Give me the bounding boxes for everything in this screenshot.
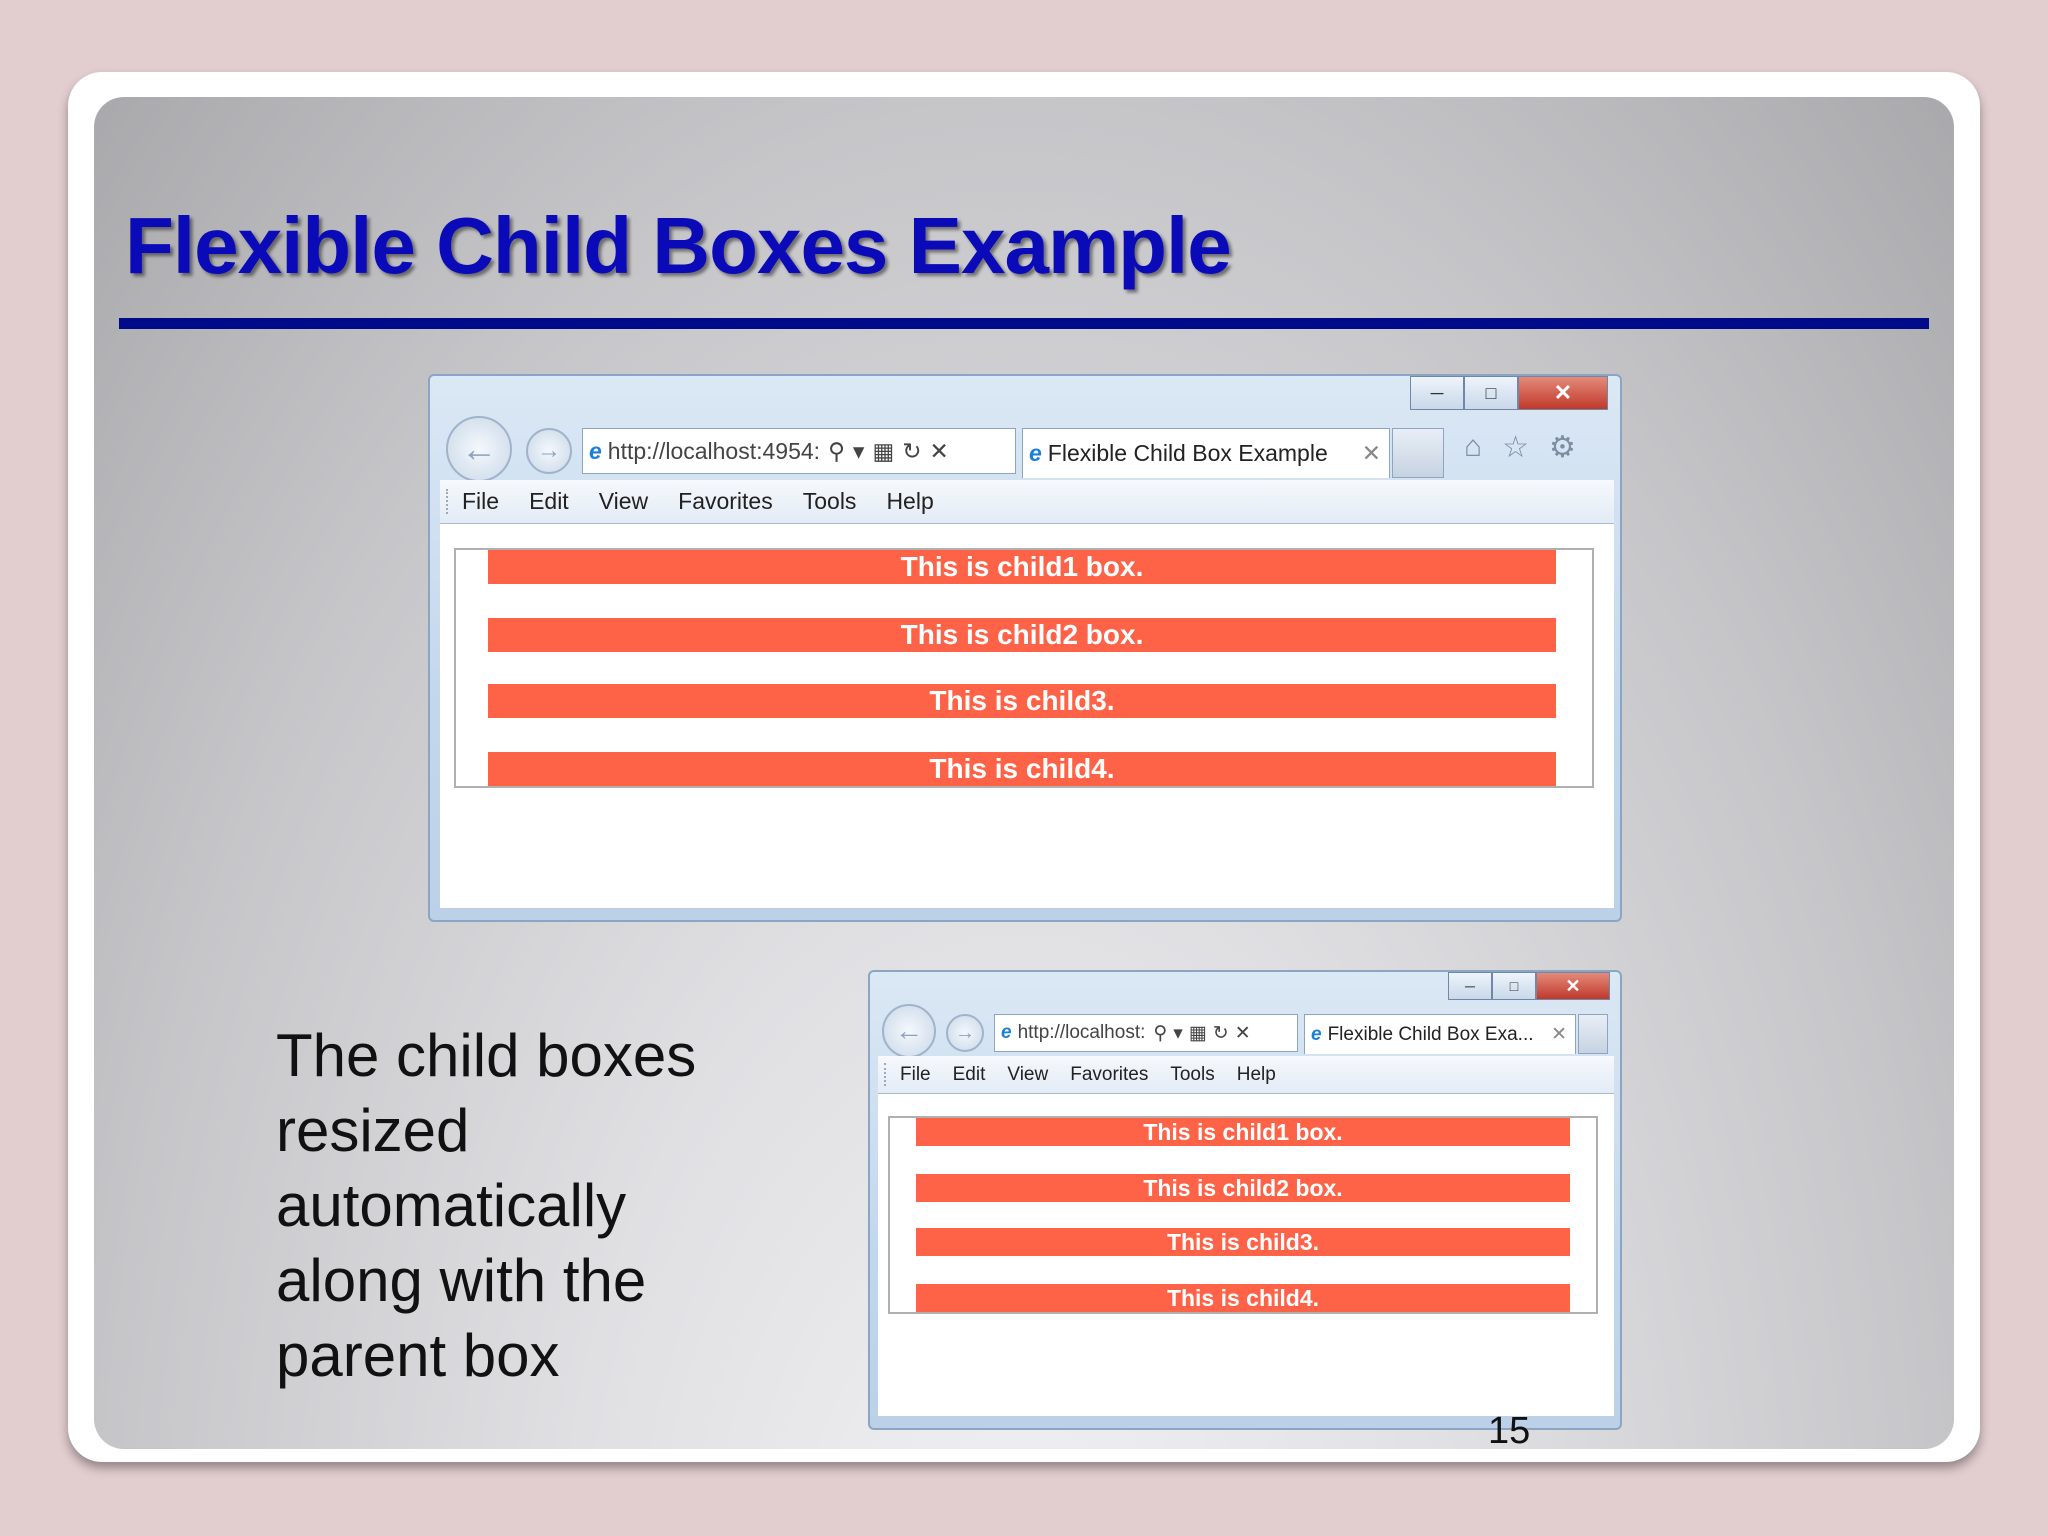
- star-icon[interactable]: ☆: [1502, 431, 1530, 464]
- menu-view-small[interactable]: View: [1007, 1063, 1049, 1085]
- child3-box: This is child3.: [488, 684, 1556, 718]
- menu-bar: [440, 480, 1614, 524]
- toolbar-icons: [1464, 430, 1576, 470]
- parent-box: [454, 548, 1594, 788]
- title-underline: [119, 318, 1929, 329]
- address-text-small: http://localhost:: [1017, 1022, 1146, 1043]
- refresh-icon-small[interactable]: ↻: [1212, 1022, 1229, 1044]
- menu-grip: [446, 489, 448, 515]
- address-bar-small[interactable]: [994, 1014, 1298, 1052]
- new-tab-button[interactable]: [1392, 428, 1444, 478]
- child2-box: This is child2 box.: [488, 618, 1556, 652]
- window-controls: [1410, 376, 1608, 410]
- menu-tools[interactable]: Tools: [802, 488, 857, 514]
- new-tab-button-small[interactable]: [1578, 1014, 1608, 1054]
- child1-box-small: This is child1 box.: [916, 1118, 1570, 1146]
- tab-close-icon[interactable]: ✕: [1361, 440, 1381, 466]
- search-icon-small[interactable]: ⚲: [1153, 1022, 1168, 1044]
- menu-grip-small: [884, 1063, 886, 1085]
- compat-view-icon-small[interactable]: ▦: [1188, 1022, 1207, 1044]
- forward-arrow-icon: →: [537, 437, 561, 464]
- forward-arrow-icon-small: →: [955, 1021, 975, 1044]
- back-arrow-icon-small: ←: [895, 1015, 923, 1046]
- child3-box-small: This is child3.: [916, 1228, 1570, 1256]
- minimize-button[interactable]: ─: [1410, 376, 1464, 410]
- menu-favorites[interactable]: Favorites: [678, 488, 773, 514]
- slide-title: Flexible Child Boxes Example: [125, 201, 1231, 290]
- tab-ie-logo-icon-small: e: [1311, 1023, 1322, 1045]
- back-arrow-icon: ←: [461, 428, 497, 469]
- back-button-small[interactable]: [882, 1004, 936, 1058]
- page-content: [440, 524, 1614, 908]
- forward-button-small[interactable]: [946, 1014, 984, 1052]
- child4-box: This is child4.: [488, 752, 1556, 786]
- tab-ie-logo-icon: e: [1029, 440, 1042, 466]
- browser-tab-small[interactable]: [1304, 1014, 1576, 1054]
- minimize-button-small[interactable]: ─: [1448, 972, 1492, 1000]
- dropdown-icon[interactable]: ▾: [852, 437, 865, 464]
- child1-box: This is child1 box.: [488, 550, 1556, 584]
- slide-number: 15: [1488, 1410, 1531, 1452]
- window-controls-small: [1448, 972, 1610, 1000]
- child2-box-small: This is child2 box.: [916, 1174, 1570, 1202]
- menu-edit[interactable]: Edit: [529, 488, 569, 514]
- back-button[interactable]: [446, 416, 512, 482]
- stop-icon[interactable]: ✕: [929, 437, 949, 464]
- menu-help-small[interactable]: Help: [1236, 1063, 1276, 1085]
- maximize-button-small[interactable]: □: [1492, 972, 1536, 1000]
- menu-tools-small[interactable]: Tools: [1170, 1063, 1215, 1085]
- tab-title: Flexible Child Box Example: [1047, 440, 1328, 466]
- menu-edit-small[interactable]: Edit: [952, 1063, 986, 1085]
- dropdown-icon-small[interactable]: ▾: [1173, 1022, 1183, 1044]
- menu-file[interactable]: File: [462, 488, 500, 514]
- child4-box-small: This is child4.: [916, 1284, 1570, 1312]
- browser-window-small: [868, 970, 1622, 1430]
- address-text: http://localhost:4954:: [607, 437, 821, 464]
- page-content-small: [878, 1094, 1614, 1416]
- browser-tab[interactable]: [1022, 428, 1390, 478]
- menu-favorites-small[interactable]: Favorites: [1070, 1063, 1149, 1085]
- close-window-button-small[interactable]: ✕: [1536, 972, 1610, 1000]
- ie-logo-icon: e: [589, 437, 602, 464]
- menu-help[interactable]: Help: [886, 488, 934, 514]
- compat-view-icon[interactable]: ▦: [872, 437, 895, 464]
- forward-button[interactable]: [526, 428, 572, 474]
- search-icon[interactable]: ⚲: [828, 437, 845, 464]
- stop-icon-small[interactable]: ✕: [1234, 1022, 1251, 1044]
- menu-bar-small: [878, 1056, 1614, 1094]
- maximize-button[interactable]: □: [1464, 376, 1518, 410]
- close-window-button[interactable]: ✕: [1518, 376, 1608, 410]
- menu-file-small[interactable]: File: [900, 1063, 931, 1085]
- menu-view[interactable]: View: [598, 488, 649, 514]
- parent-box-small: [888, 1116, 1598, 1314]
- gear-icon[interactable]: ⚙: [1549, 431, 1576, 464]
- refresh-icon[interactable]: ↻: [902, 437, 922, 464]
- home-icon[interactable]: ⌂: [1464, 430, 1483, 463]
- ie-logo-icon-small: e: [1001, 1022, 1012, 1043]
- tab-title-small: Flexible Child Box Exa...: [1327, 1023, 1534, 1045]
- tab-close-icon-small[interactable]: ✕: [1551, 1024, 1567, 1045]
- address-bar[interactable]: [582, 428, 1016, 474]
- slide-body-text: The child boxes resized automatically along with the parent box: [276, 1022, 697, 1389]
- browser-window-large: [428, 374, 1622, 922]
